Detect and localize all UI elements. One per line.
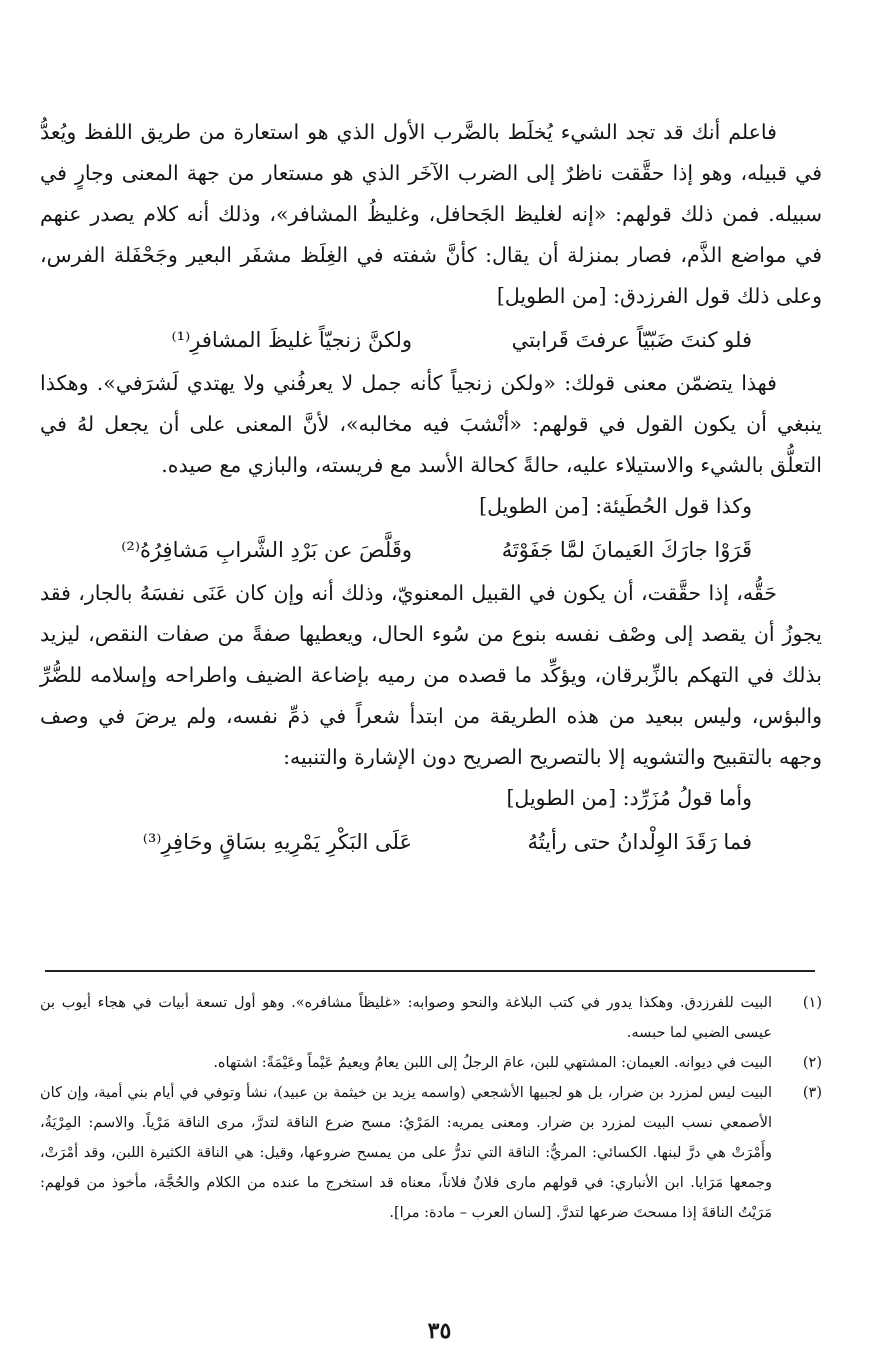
- footnote-number: (٢): [802, 1055, 822, 1071]
- paragraph-1: فاعلم أنك قد تجد الشيء يُخلَط بالضَّرب الأول الذي هو استعارة من طريق اللفظ ويُعدُّ في قبيله، وهو إذا حقَّقت ناظرٌ إلى الضرب الآخَر الذي هو مستعار من جهة المعنى وجارٍ في سبيله. فمن ذلك قولهم: «إنه لغليظ الجَحافل، وغليظُ المشافر»، وذلك أنه كلام يصدر عنهم في مواضع الذَّم، فصار بمنزلة أن يقال: كأنَّ شفته في الغِلَظ مشفَر البعير وجَحْفَلة الفرس، وعلى ذلك قول الفرزدق: [من الطويل]: [40, 120, 822, 308]
- footnote-2: [40, 1048, 822, 1078]
- verse-3: [40, 819, 822, 865]
- verse-2-second-hemistich: وقَلَّصَ عن بَرْدِ الشَّرابِ مَشافِرُهُ⁽²⁾: [121, 538, 412, 562]
- footnote-number: (٣): [802, 1085, 822, 1101]
- page-number: ٣٥: [427, 1318, 452, 1344]
- verse-1-second-hemistich: ولكنَّ زنجيّاً غليظَ المشافرِ⁽¹⁾: [171, 328, 412, 352]
- verse-1: [40, 317, 822, 363]
- paragraph-3: حَقُّه، إذا حقَّقت، أن يكون في القبيل المعنويّ، وذلك أنه وإن كان عَنَى نفسَهُ بالجار، فقد يجوزُ أن يقصد إلى وصْف نفسه بنوع من سُوء الحال، ويعطيها صفةً من صفات النقص، ليزيد بذلك في التهكم بالزِّبرقان، ويؤكِّد ما قصده من رميه بإضاعة الضيف واطراحه وإسلامه للضُّرِّ والبؤس، وليس ببعيد من هذه الطريقة من ابتدأ شعراً في ذمِّ نفسه، ولم يرضَ في وصف وجهه بالتقبيح والتشويه إلا بالتصريح الصريح دون الإشارة والتنبيه:: [40, 581, 822, 769]
- footnote-text: البيت في ديوانه. العيمان: المشتهي للبن، عامَ الرجلُ إلى اللبن يعامُ ويعيمُ عَيْماً وعَيْمَةً: اشتهاه.: [213, 1055, 772, 1071]
- footnote-3: [40, 1078, 822, 1228]
- footnote-text: البيت ليس لمزرد بن ضرار، بل هو لجبيها الأشجعي (واسمه يزيد بن خيثمة بن عبيد)، نشأ وتوفي في أيام بني أمية، وإن كان الأصمعي نسب البيت لمزرد بن ضرار. ومعنى يمريه: المَرْيُ: مسح ضرع الناقة لتدرَّ، مرى الناقة مَرْياً. والاسم: المِرْيَةُ، وأَمْرَتْ هي درَّ لبنها. الكسائي: المريُّ: الناقة التي تدرُّ على من يمسح ضروعها، وقيل: هي الناقة الكثيرة اللبن، وقد أمْرَتْ، وجمعها مَرَايا. ابن الأنباري: في قولهم مارى فلانٌ فلاناً، معناه قد استخرج ما عنده من الكلام والحُجَّة، مأخوذ من قولهم: مَرَيْتُ الناقةَ إذا مسحتَ ضرعها لتدرَّ. [لسان العرب – مادة: مرا].: [40, 1085, 772, 1221]
- verse-1-first-hemistich: فلو كنتَ ضَبّيّاً عرفتَ قَرابتي: [511, 328, 752, 352]
- verse-3-first-hemistich: فما رَقَدَ الوِلْدانُ حتى رأيتُهُ: [527, 830, 752, 854]
- verse-3-intro: وأما قولُ مُزَرِّد: [من الطويل]: [506, 786, 752, 810]
- verse-2: [40, 527, 822, 573]
- footnote-number: (١): [802, 995, 822, 1011]
- footnote-1: [40, 988, 822, 1048]
- footnotes: [40, 988, 822, 1228]
- verse-2-intro: وكذا قول الحُطَيئة: [من الطويل]: [479, 494, 752, 518]
- verse-2-first-hemistich: قَرَوْا جارَكَ العَيمانَ لمَّا جَفَوْتَهُ: [501, 538, 752, 562]
- verse-3-second-hemistich: عَلَى البَكْرِ يَمْرِيهِ بسَاقٍ وحَافِرِ⁽³⁾: [142, 830, 412, 854]
- paragraph-2: فهذا يتضمّن معنى قولك: «ولكن زنجياً كأنه جمل لا يعرفُني ولا يهتدي لَشرَفي». وهكذا ينبغي أن يكون القول في قولهم: «أنْشبَ فيه مخالبه»، لأنَّ المعنى على أن يجعل لهُ في التعلُّق بالشيء والاستيلاء عليه، حالةً كحالة الأسد مع فريسته، والبازي مع صيده.: [40, 371, 822, 477]
- main-text: [40, 112, 822, 865]
- footnote-divider: [45, 970, 815, 972]
- footnote-text: البيت للفرزدق. وهكذا يدور في كتب البلاغة والنحو وصوابه: «غليظاً مشافره». وهو أول تسعة أبيات في هجاء أيوب بن عيسى الضبي لما حبسه.: [40, 995, 772, 1041]
